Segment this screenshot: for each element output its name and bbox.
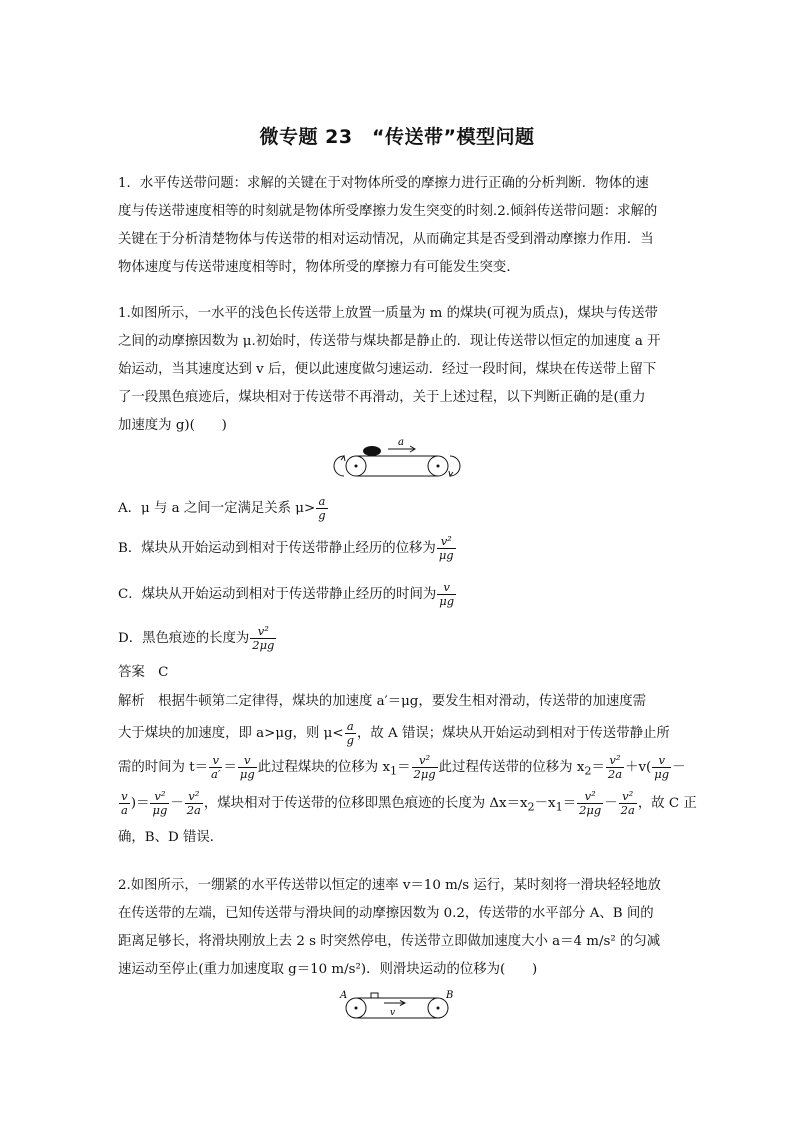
q2-line: 在传送带的左端，已知传送带与滑块间的动摩擦因数为 0.2，传送带的水平部分 A、B 间的 bbox=[118, 906, 654, 921]
solution-line: $\frac{v}{a}$ )＝ $\frac{\text{v²}}{\mu g}$ － $\frac{\text{v²}}{2a}$ ，煤块相对于传送带的位移即黑色痕迹的长度为 $\Delta x=x_2-x_1=$ $\frac{\text{v²}}{2\mu g}$ － $\frac{\text{v²}}{2a}$ ，故 C 正 bbox=[121, 789, 697, 817]
solution-block bbox=[118, 686, 697, 854]
intro-line: 关键在于分析清楚物体与传送带的相对运动情况，从而确定其是否受到滑动摩擦力作用．当 bbox=[118, 232, 654, 247]
label-b: B bbox=[446, 990, 454, 1001]
label-a: A bbox=[340, 990, 348, 1001]
q1-line: 之间的动摩擦因数为 μ.初始时，传送带与煤块都是静止的．现让传送带以恒定的加速度 a 开 bbox=[118, 334, 661, 349]
slider-block-icon bbox=[371, 993, 378, 998]
question-2-stem bbox=[118, 872, 678, 984]
question-1-stem bbox=[118, 300, 678, 440]
q2-line: 速运动至停止(重力加速度取 g＝10 m/s²)．则滑块运动的位移为( ) bbox=[118, 962, 538, 977]
q1-line: 1.如图所示，一水平的浅色长传送带上放置一质量为 m 的煤块(可视为质点)，煤块与传送带 bbox=[118, 306, 658, 321]
page-title: 微专题 23 “传送带”模型问题 bbox=[259, 126, 535, 148]
coal-block-icon bbox=[363, 446, 381, 456]
solution-line: 确，B、D 错误． bbox=[118, 830, 224, 845]
option-b: B．煤块从开始运动到相对于传送带静止经历的位移为 $\frac{\text{v²}}{\mu g}$ bbox=[118, 534, 454, 562]
q1-line: 始运动，当其速度达到 v 后，便以此速度做匀速运动．经过一段时间，煤块在传送带上留下 bbox=[118, 362, 657, 377]
q1-line: 了一段黑色痕迹后，煤块相对于传送带不再滑动，关于上述过程，以下判断正确的是(重力 bbox=[118, 390, 646, 405]
q2-line: 距离足够长，将滑块刚放上去 2 s 时突然停电，传送带立即做加速度大小 a＝4 m/s² 的匀减 bbox=[118, 934, 661, 949]
acceleration-label: a bbox=[398, 437, 404, 448]
option-d: D．黑色痕迹的长度为 $\frac{\text{v²}}{2\mu g}$ bbox=[118, 624, 275, 652]
intro-line: 1．水平传送带问题：求解的关键在于对物体所受的摩擦力进行正确的分析判断．物体的速 bbox=[118, 176, 649, 191]
answer-line: 答案 C bbox=[118, 665, 169, 680]
intro-line: 度与传送带速度相等的时刻就是物体所受摩擦力发生突变的时刻.2.倾斜传送带问题：求解的 bbox=[118, 204, 658, 219]
q2-line: 2.如图所示，一绷紧的水平传送带以恒定的速率 v＝10 m/s 运行，某时刻将一滑块轻轻地放 bbox=[118, 878, 661, 893]
conveyor-figure-2 bbox=[338, 986, 458, 1026]
solution-line: 大于煤块的加速度，即 a>μg，则 μ< $\frac{a}{g}$ ，故 A 错误；煤块从开始运动到相对于传送带静止所 bbox=[118, 719, 670, 747]
intro-line: 物体速度与传送带速度相等时，物体所受的摩擦力有可能发生突变． bbox=[118, 260, 520, 275]
velocity-label: v bbox=[390, 1008, 396, 1018]
solution-line: 需的时间为 t＝ $\frac{v}{a'}$ ＝ $\frac{v}{\mu g}$ 此过程煤块的位移为 $x_1=$ $\frac{\text{v²}}{2\mu g}$ 此过程传送带的位移为 $x_2=$ $\frac{\text{v²}}{2a}$ ＋v( $\frac{v}{\mu g}$ － bbox=[118, 753, 686, 781]
option-c: C．煤块从开始运动到相对于传送带静止经历的时间为 $\frac{v}{\mu g}$ bbox=[118, 580, 455, 608]
solution-line: 解析 根据牛顿第二定律得，煤块的加速度 a′＝μg，要发生相对滑动，传送带的加速度需 bbox=[118, 694, 647, 709]
conveyor-figure-1 bbox=[336, 436, 458, 482]
q1-line: 加速度为 g)( ) bbox=[118, 418, 227, 433]
option-a: A．μ 与 a 之间一定满足关系 μ> $\frac{a}{g}$ bbox=[118, 494, 326, 522]
intro-paragraph bbox=[118, 170, 678, 282]
